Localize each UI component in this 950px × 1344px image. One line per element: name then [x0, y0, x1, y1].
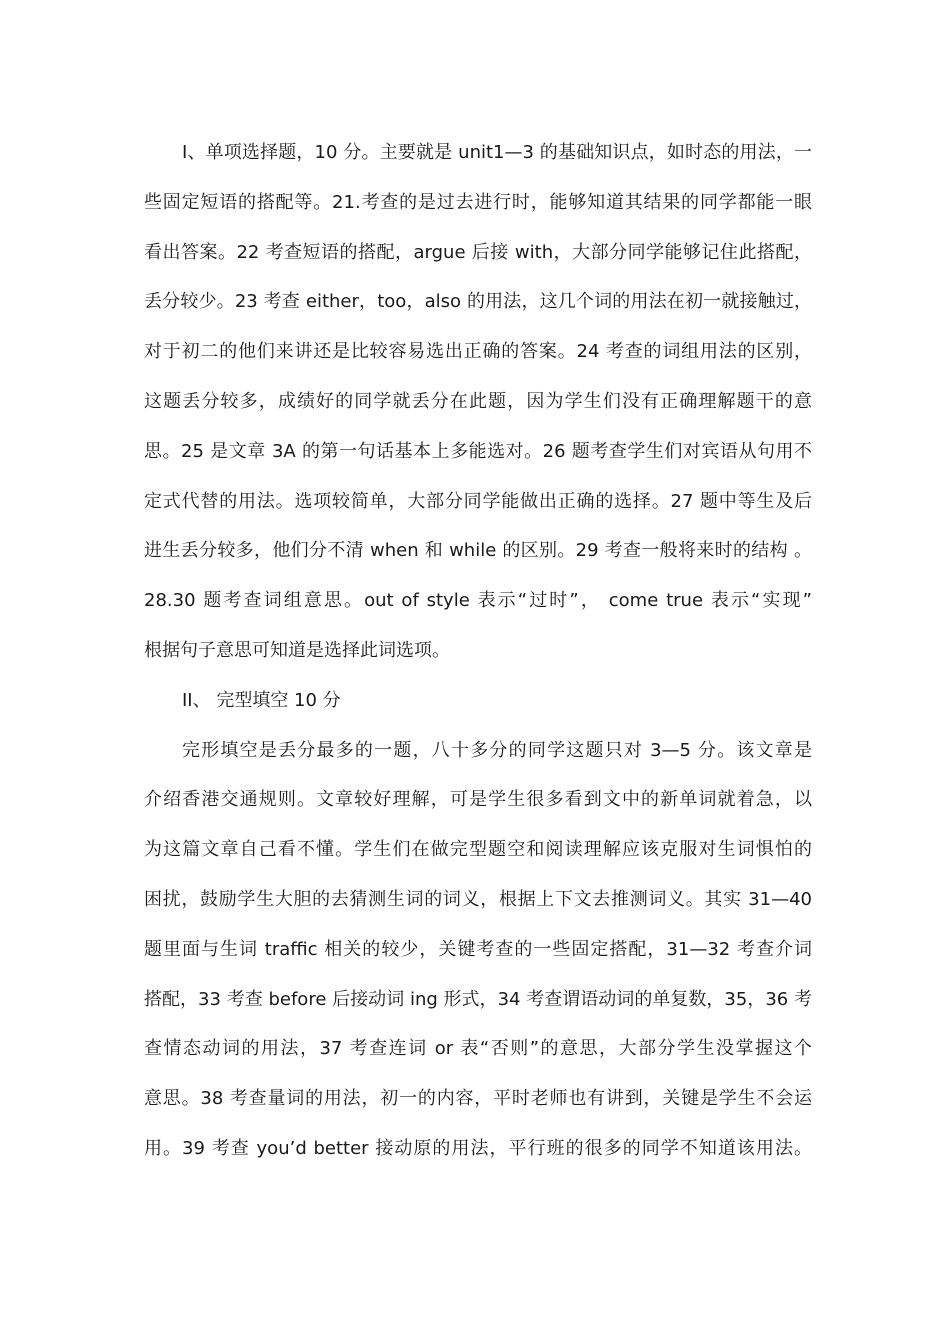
paragraph-line: 题里面与生词 traffic 相关的较少，关键考查的一些固定搭配，31—32 考查介词 — [144, 938, 812, 960]
paragraph-line: 些固定短语的搭配等。21.考查的是过去进行时，能够知道其结果的同学都能一眼 — [144, 191, 812, 213]
paragraph-line: 丢分较少。23 考查 either，too，also 的用法，这几个词的用法在初一就接触过， — [144, 291, 812, 313]
paragraph-line: I、单项选择题，10 分。主要就是 unit1—3 的基础知识点，如时态的用法，一 — [182, 142, 812, 163]
paragraph-line: 查情态动词的用法，37 考查连词 or 表“否则”的意思，大部分学生没掌握这个 — [144, 1038, 812, 1060]
paragraph-line: 根据句子意思可知道是选择此词选项。 — [144, 639, 450, 661]
paragraph-line: 困扰，鼓励学生大胆的去猜测生词的词义，根据上下文去推测词义。其实 31—40 — [144, 888, 812, 910]
paragraph-line: 看出答案。22 考查短语的搭配，argue 后接 with，大部分同学能够记住此搭配， — [144, 241, 812, 263]
paragraph-line: 完形填空是丢分最多的一题，八十多分的同学这题只对 3—5 分。该文章是 — [182, 739, 812, 761]
paragraph-line: 28.30 题考查词组意思。out of style 表示“过时”， come true 表示“实现” — [144, 590, 812, 612]
section-heading: II、 完型填空 10 分 — [182, 689, 341, 711]
paragraph-line: 介绍香港交通规则。文章较好理解，可是学生很多看到文中的新单词就着急，以 — [144, 789, 812, 811]
paragraph-line: 思。25 是文章 3A 的第一句话基本上多能选对。26 题考查学生们对宾语从句用不 — [144, 440, 812, 462]
paragraph-line: 意思。38 考查量词的用法，初一的内容，平时老师也有讲到，关键是学生不会运 — [144, 1088, 812, 1110]
paragraph-line: 搭配，33 考查 before 后接动词 ing 形式，34 考查谓语动词的单复数，35，36 考 — [144, 988, 812, 1010]
paragraph-line: 为这篇文章自己看不懂。学生们在做完型题空和阅读理解应该克服对生词惧怕的 — [144, 839, 812, 861]
paragraph-line: 进生丢分较多，他们分不清 when 和 while 的区别。29 考查一般将来时的结构 。 — [144, 540, 812, 562]
paragraph-line: 这题丢分较多，成绩好的同学就丢分在此题，因为学生们没有正确理解题干的意 — [144, 390, 812, 412]
document-body — [144, 128, 812, 1174]
paragraph-line: 用。39 考查 you’d better 接动原的用法，平行班的很多的同学不知道该用法。 — [144, 1137, 812, 1159]
paragraph-line: 对于初二的他们来讲还是比较容易选出正确的答案。24 考查的词组用法的区别， — [144, 341, 812, 363]
paragraph-line: 定式代替的用法。选项较简单，大部分同学能做出正确的选择。27 题中等生及后 — [144, 490, 812, 512]
